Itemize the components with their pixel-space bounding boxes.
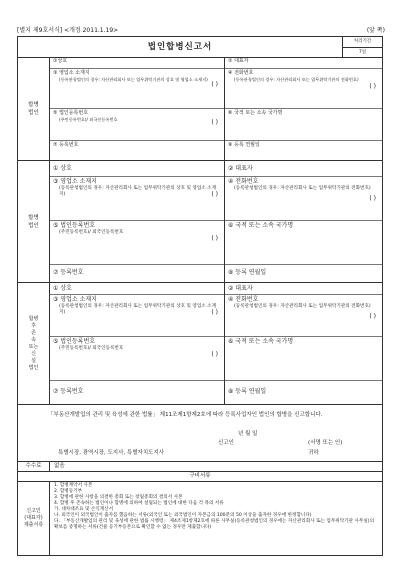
- period-value: 7일: [358, 50, 367, 55]
- field-registration-date[interactable]: ⑧ 등록 연월일: [228, 269, 267, 276]
- field-trade-name[interactable]: ① 상호: [50, 161, 224, 177]
- doc-item: 가. 대차대조표 및 손익계산서: [54, 507, 114, 512]
- field-office-address[interactable]: ③ 영업소 소재지 (등록관청법인의 경우: 자산관리회사 또는 업무위탁기관의 상호 및 영업소 소재지) ( ): [50, 177, 224, 221]
- section-merged-corp-1: [18, 57, 382, 161]
- field-registration-date[interactable]: ⑧ 등록 연월일: [228, 142, 260, 148]
- declaration-date[interactable]: 년 월 일: [238, 431, 258, 437]
- section-side-label: 합병 후 존 속 또는 신 설 법인: [18, 283, 50, 404]
- right-column: [225, 161, 382, 282]
- recipient-suffix: 귀하: [308, 450, 319, 456]
- section-surviving-corp: [18, 283, 382, 405]
- merger-report-form: [17, 36, 383, 556]
- docs-list: [54, 483, 378, 531]
- right-column: [225, 57, 382, 160]
- signature-field[interactable]: (서명 또는 인): [308, 440, 343, 446]
- field-office-address[interactable]: ③ 영업소 소재지 (등록관청법인의 경우: 자산관리회사 또는 업무위탁기관의 상호 및 영업소 소재지) ( ): [50, 295, 224, 337]
- fee-label: 수수료: [18, 461, 50, 471]
- doc-item: 3. 합병에 관한 사항을 의결한 총회 또는 창립총회의 결의서 사본: [54, 495, 183, 500]
- field-registration-no[interactable]: ⑦ 등록번호: [53, 142, 79, 148]
- field-trade-name[interactable]: ①상호: [50, 57, 224, 69]
- docs-side-label: 신고인 (대표자) 제출서류: [18, 481, 50, 555]
- field-registration-no[interactable]: ⑦ 등록번호: [53, 269, 84, 276]
- declaration-text: 「부동산개발업의 관리 및 육성에 관한 법률」 제11조제1항제2호에 따라 등록사업자인 법인의 합병을 신고합니다.: [48, 412, 323, 418]
- field-representative[interactable]: ② 대표자: [225, 57, 382, 69]
- page-side-note: (앞 쪽): [366, 27, 385, 34]
- left-column: [50, 57, 225, 160]
- right-column: [225, 283, 382, 404]
- left-column: [50, 283, 225, 404]
- form-title: 법인합병신고서: [147, 42, 213, 52]
- section-side-label: 합병 법인: [18, 57, 50, 160]
- doc-item: 2. 합병등기부: [54, 489, 83, 494]
- section-side-label: 합병 법인: [18, 161, 50, 282]
- field-phone[interactable]: ④ 전화번호 (등록관청법인의 경우: 자산관리회사 또는 업무위탁기관의 전화번호) ( ): [225, 177, 382, 221]
- field-nationality[interactable]: ⑥ 국적 또는 소속 국가명: [225, 337, 382, 381]
- doc-item: 나. 외국인이 외국법인이 출자를 했음하는 서류(외국인 또는 외국법인이 자본금의 100분의 50 이상을 출자한 경우에 한정합니다): [54, 513, 312, 518]
- field-trade-name[interactable]: ① 상호: [50, 283, 224, 295]
- field-office-address[interactable]: ③ 영업소 소재지 (등록관청법인의 경우: 자산관리회사 또는 업무위탁기관의 상호 및 영업소 소재지) ( ): [50, 69, 224, 109]
- form-header: [17, 23, 385, 35]
- doc-item: 1. 합병계약서 사본: [54, 483, 93, 488]
- doc-item: 4. 합병 후 존속하는 법인이나 합병에 의하여 설립되는 법인에 대한 다음 각 목의 서류: [54, 501, 224, 506]
- section-merged-corp-2: [18, 161, 382, 283]
- field-registration-no[interactable]: ⑦ 등록번호: [53, 388, 84, 395]
- field-representative[interactable]: ② 대표자: [225, 283, 382, 295]
- title-bar: [18, 37, 382, 58]
- applicant-label: 신고인: [218, 440, 234, 446]
- doc-item: 다. 「부동산개발업의 관리 및 육성에 관한 법률 시행령」 제4조제1항제2호에 따른 사무실(등록관청법인의 경우에는 자산관리회사 또는 업무위탁기관 사무실)의 확보를 증명하는 서류(건물 등기부등본으로 확인할 수 없는 경우만 제출합니다): [54, 519, 375, 530]
- required-docs-heading: 구비서류: [18, 471, 382, 482]
- field-nationality[interactable]: ⑥ 국적 또는 소속 국가명: [225, 109, 382, 141]
- period-label: 처리기간: [343, 37, 382, 48]
- field-corp-reg-no[interactable]: ⑤ 법인등록번호 (주민등록번호)/ 외국인등록번호 ( ): [50, 221, 224, 265]
- field-phone[interactable]: ④ 전화번호 (등록관청법인의 경우: 자산관리회사 또는 업무위탁기관의 전화번호) ( ): [225, 295, 382, 337]
- processing-period: [342, 37, 382, 57]
- field-representative[interactable]: ② 대표자: [225, 161, 382, 177]
- field-nationality[interactable]: ⑥ 국적 또는 소속 국가명: [225, 221, 382, 265]
- field-corp-reg-no[interactable]: ⑤ 법인등록번호 (주민등록번호)/ 외국인등록번호 ( ): [50, 337, 224, 381]
- left-column: [50, 161, 225, 282]
- declaration-block: [18, 405, 382, 462]
- field-corp-reg-no[interactable]: ⑤ 법인등록번호 (주민등록번호)/ 외국인등록번호 ( ): [50, 109, 224, 141]
- addressee: 특별시장, 광역시장, 도지사, 특별자치도지사: [58, 450, 165, 456]
- field-phone[interactable]: ④ 전화번호 (등록관청법인의 경우: 자산관리회사 또는 업무위탁기관의 전화번호) ( ): [225, 69, 382, 109]
- fee-value: 없음: [54, 463, 65, 469]
- required-docs: [18, 481, 382, 555]
- form-number: [별지 제9호서식] <개정 2011.1.19>: [17, 27, 119, 34]
- field-registration-date[interactable]: ⑧ 등록 연월일: [228, 388, 267, 395]
